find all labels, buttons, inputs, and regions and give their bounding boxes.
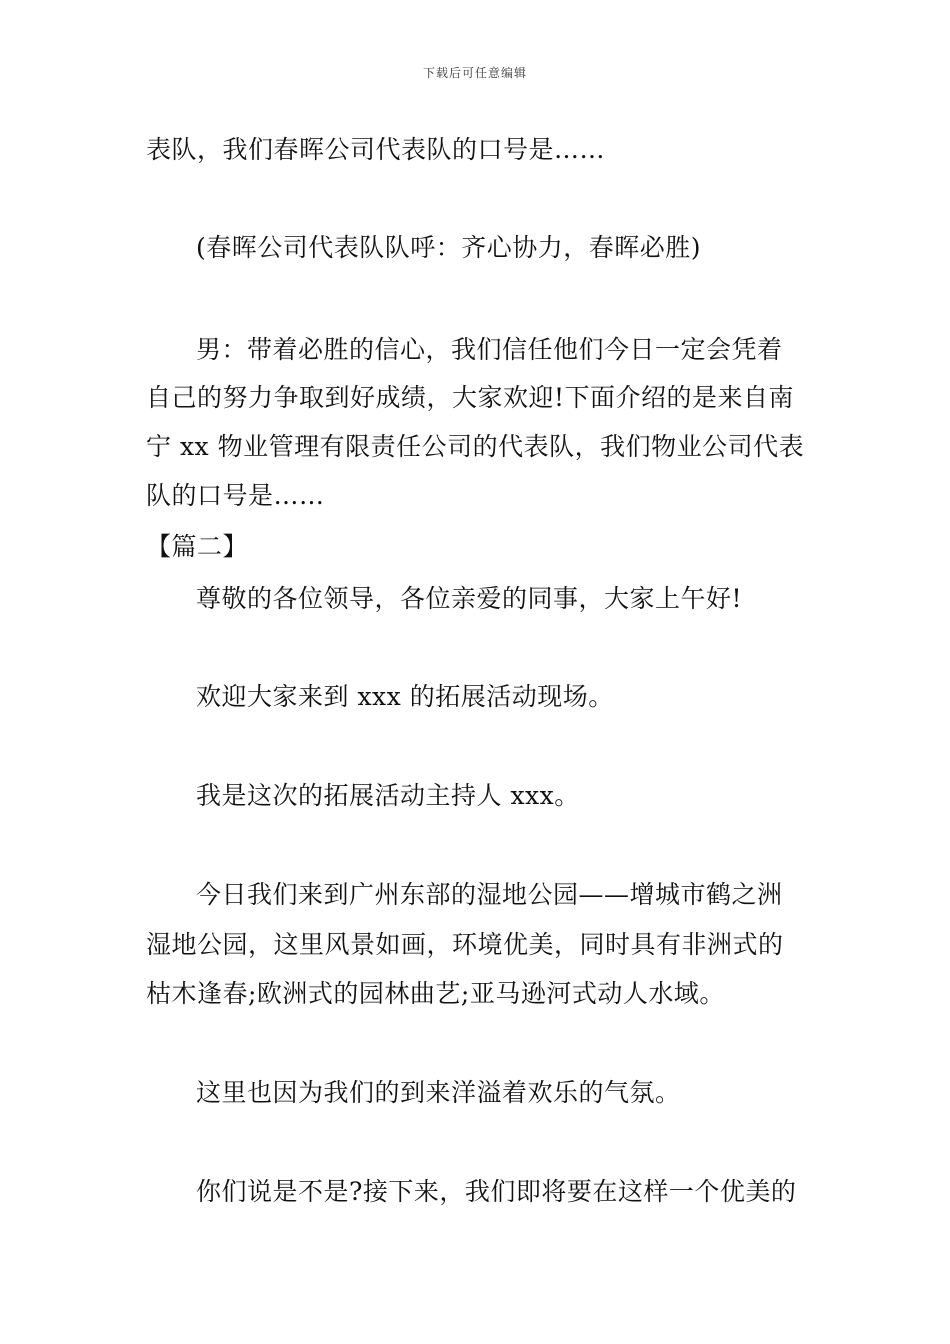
text-line: 欢迎大家来到 xxx 的拓展活动现场。 [196,682,614,711]
text-line: (春晖公司代表队队呼：齐心协力，春晖必胜) [196,233,702,262]
text-line: 宁 xx 物业管理有限责任公司的代表队，我们物业公司代表 [146,432,805,461]
text-line: 男：带着必胜的信心，我们信任他们今日一定会凭着 [196,335,783,364]
text-line: 表队，我们春晖公司代表队的口号是…… [146,135,606,164]
text-line: 这里也因为我们的到来洋溢着欢乐的气氛。 [196,1078,681,1107]
text-line: 你们说是不是?接下来，我们即将要在这样一个优美的 [196,1177,797,1206]
text-line: 自己的努力争取到好成绩，大家欢迎!下面介绍的是来自南 [146,383,795,412]
text-line: 我是这次的拓展活动主持人 xxx。 [196,781,580,810]
page-header: 下载后可任意编辑 [422,66,527,80]
section-heading: 【篇二】 [146,532,249,561]
text-line: 枯木逢春;欧洲式的园林曲艺;亚马逊河式动人水域。 [146,979,725,1008]
text-line: 尊敬的各位领导，各位亲爱的同事，大家上午好! [196,584,743,613]
text-line: 队的口号是…… [146,481,325,510]
text-line: 今日我们来到广州东部的湿地公园——增城市鹤之洲 [196,880,783,909]
text-line: 湿地公园，这里风景如画，环境优美，同时具有非洲式的 [146,930,784,959]
